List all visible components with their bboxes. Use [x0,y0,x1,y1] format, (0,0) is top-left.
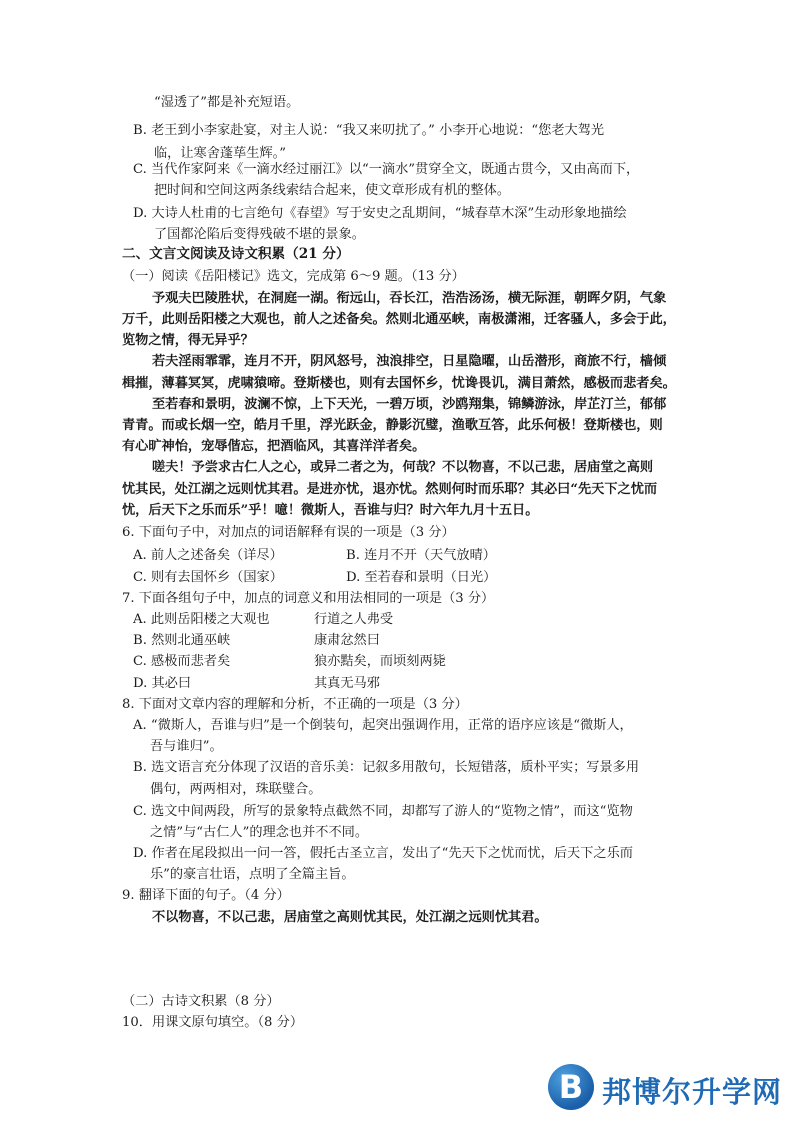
passage-line: 楫摧，薄暮冥冥，虎啸猿啼。登斯楼也，则有去国怀乡，忧谗畏讥，满目萧然，感极而悲者矣。 [122,376,676,391]
passage-line: 嗟夫！予尝求古仁人之心，或异二者之为，何哉？不以物喜，不以己悲，居庙堂之高则 [152,460,654,475]
part1-intro: （一）阅读《岳阳楼记》选文，完成第 6～9 题。（13 分） [122,269,465,284]
q7-option-d-left: D. 其必曰 [133,676,192,691]
q6-option-a: A. 前人之述备矣（详尽） [133,548,283,563]
logo-letter: B [558,1068,584,1106]
part2-title: （二）古诗文积累（8 分） [122,994,280,1009]
q6-option-b: B. 连月不开（天气放晴） [346,548,496,563]
passage-line: 若夫淫雨霏霏，连月不开，阴风怒号，浊浪排空，日星隐曜，山岳潜形，商旅不行，樯倾 [152,354,667,369]
q5-option-d-line1: D. 大诗人杜甫的七言绝句《春望》写于安史之乱期间，“城春草木深”生动形象地描绘 [133,206,627,221]
q6-option-c: C. 则有去国怀乡（国家） [133,570,283,585]
q7-option-c-left: C. 感极而悲者矣 [133,654,231,669]
q5-option-d-line2: 了国都沦陷后变得残破不堪的景象。 [154,227,365,242]
q5-option-c-line2: 把时间和空间这两条线索结合起来，使文章形成有机的整体。 [154,183,511,198]
q8-option-d-line1: D. 作者在尾段拟出一问一答，假托古圣立言，发出了“先天下之忧而忧，后天下之乐而 [133,846,633,861]
section2-title: 二、文言文阅读及诗文积累（21 分） [122,246,350,262]
passage-line: 青青。而或长烟一空，皓月千里，浮光跃金，静影沉璧，渔歌互答，此乐何极！登斯楼也，则 [122,418,663,433]
q5-option-b-line1: B. 老王到小李家赴宴，对主人说：“我又来叨扰了。” 小李开心地说：“您老大驾光 [133,123,605,138]
q6-option-d: D. 至若春和景明（日光） [346,570,497,585]
passage-line: 忧其民，处江湖之远则忧其君。是进亦忧，退亦忧。然则何时而乐耶？其必曰“先天下之忧而 [122,482,658,497]
passage-line: 忧，后天下之乐而乐”乎！噫！微斯人，吾谁与归？时六年九月十五日。 [122,503,539,518]
passage-line: 万千，此则岳阳楼之大观也，前人之述备矣。然则北通巫峡，南极潇湘，迁客骚人，多会于此， [122,312,676,327]
q7-option-c-right: 狼亦黠矣，而顷刻两毙 [314,654,446,669]
passage-line: 有心旷神怡，宠辱偕忘，把酒临风，其喜洋洋者矣。 [122,439,426,454]
q8-stem: 8. 下面对文章内容的理解和分析，不正确的一项是（3 分） [122,697,468,712]
q8-option-b-line2: 偶句，两两相对，珠联璧合。 [150,782,322,797]
q8-option-b-line1: B. 选文语言充分体现了汉语的音乐美：记叙多用散句，长短错落，质朴平实；写景多用 [133,760,640,775]
q8-option-a-line2: 吾与谁归”。 [150,739,223,754]
q5-option-b-line2: 临，让寒舍蓬荜生辉。” [154,146,287,161]
passage-line: 览物之情，得无异乎？ [122,333,254,348]
q8-option-c-line2: 之情”与“古仁人”的理念也并不不同。 [150,825,369,840]
q8-option-d-line2: 乐”的豪言壮语，点明了全篇主旨。 [150,867,355,882]
q7-option-a-left: A. 此则岳阳楼之大观也 [133,612,270,627]
q7-option-b-left: B. 然则北通巫峡 [133,633,231,648]
q8-option-c-line1: C. 选文中间两段，所写的景象特点截然不同，却都写了游人的“览物之情”，而这“览物 [133,804,633,819]
q7-option-b-right: 康肃忿然曰 [314,633,380,648]
q5-option-a-continuation: “湿透了”都是补充短语。 [154,95,300,110]
passage-line: 予观夫巴陵胜状，在洞庭一湖。衔远山，吞长江，浩浩汤汤，横无际涯，朝晖夕阴，气象 [152,291,667,306]
q10-stem: 10．用课文原句填空。（8 分） [122,1015,304,1030]
q9-stem: 9. 翻译下面的句子。（4 分） [122,888,290,903]
q7-option-d-right: 其真无马邪 [314,676,380,691]
q6-stem: 6. 下面句子中，对加点的词语解释有误的一项是（3 分） [122,525,455,540]
q7-stem: 7. 下面各组句子中，加点的词意义和用法相同的一项是（3 分） [122,591,495,606]
site-logo [548,1064,788,1112]
q8-option-a-line1: A. “微斯人，吾谁与归”是一个倒装句，起突出强调作用，正常的语序应该是“微斯人， [133,718,633,733]
q9-sentence: 不以物喜，不以己悲，居庙堂之高则忧其民，处江湖之远则忧其君。 [152,910,548,925]
q7-option-a-right: 行道之人弗受 [314,612,394,627]
passage-line: 至若春和景明，波澜不惊，上下天光，一碧万顷，沙鸥翔集，锦鳞游泳，岸芷汀兰，郁郁 [152,397,667,412]
q5-option-c-line1: C. 当代作家阿来《一滴水经过丽江》以“一滴水”贯穿全文，既通古贯今，又由高而下， [133,162,640,177]
logo-text: 邦博尔升学网 [602,1075,783,1109]
